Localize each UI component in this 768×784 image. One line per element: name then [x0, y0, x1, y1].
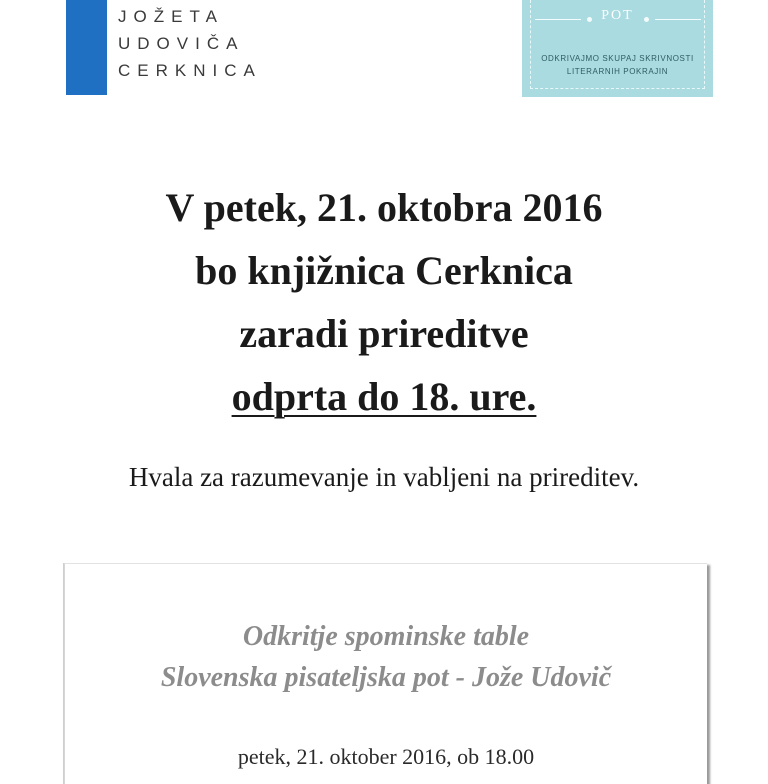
announcement	[0, 176, 768, 428]
announcement-line: zaradi prireditve	[239, 311, 529, 356]
library-logo-bar	[66, 0, 107, 95]
logo-line: UDOVIČA	[118, 34, 245, 53]
badge-subtitle-line: LITERARNIH POKRAJIN	[566, 67, 669, 76]
badge-subtitle-line: ODKRIVAJMO SKUPAJ SKRIVNOSTI	[541, 54, 694, 63]
writers-path-badge	[522, 0, 713, 97]
logo-line: CERKNICA	[118, 61, 262, 80]
invitation-title	[65, 616, 707, 698]
invitation-title-line: Odkritje spominske table	[242, 621, 530, 652]
invitation-date: petek, 21. oktober 2016, ob 18.00	[237, 744, 535, 769]
announcement-line: bo knjižnica Cerknica	[195, 248, 573, 293]
invitation-card	[64, 563, 707, 784]
announcement-line: V petek, 21. oktobra 2016	[165, 185, 603, 230]
library-logo-text	[118, 0, 262, 84]
badge-title: POT	[601, 8, 634, 23]
thanks-text: Hvala za razumevanje in vabljeni na prireditev.	[128, 462, 640, 492]
announcement-hours: odprta do 18. ure.	[231, 374, 537, 419]
badge-subtitle	[522, 52, 713, 78]
logo-line: JOŽETA	[118, 7, 224, 26]
invitation-title-line: Slovenska pisateljska pot - Jože Udovič	[160, 662, 612, 693]
